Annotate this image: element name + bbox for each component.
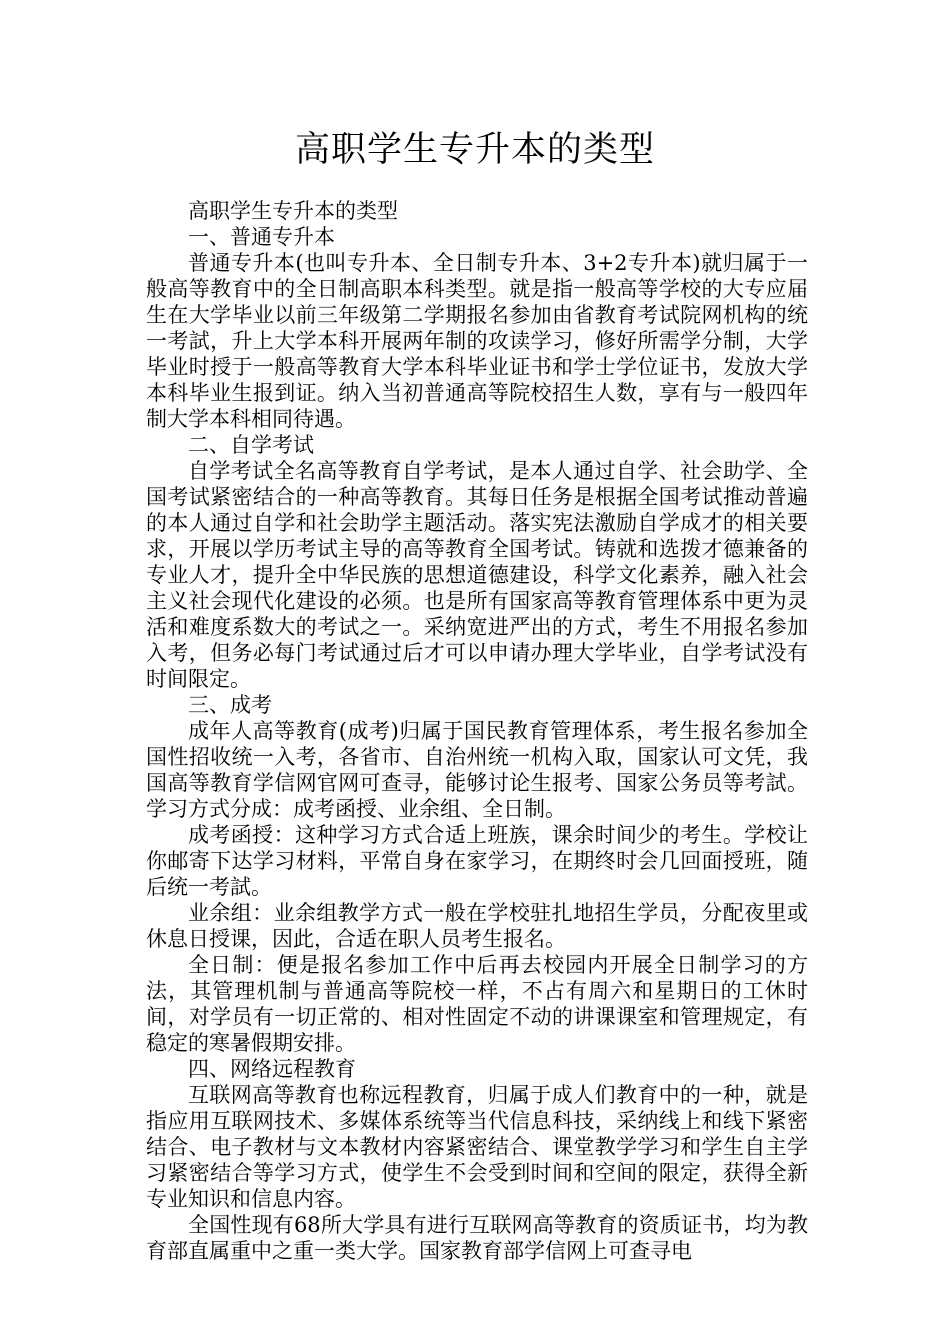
paragraph-3: 成年人高等教育(成考)归属于国民教育管理体系，考生报名参加全国性招收统一入考，各省市、自治州统一机构入取，国家认可文凭，我国高等教育学信网官网可查寻，能够讨论生报考、国家公务员等考試。学习方式分成：成考函授、业余组、全日制。 <box>146 719 808 821</box>
paragraph-1: 普通专升本(也叫专升本、全日制专升本、3+2专升本)就归属于一般高等教育中的全日制高职本科类型。就是指一般高等学校的大专应届生在大学毕业以前三年级第二学期报名参加由省教育考试院网机构的统一考試，升上大学本科开展两年制的攻读学习，修好所需学分制，大学毕业时授于一般高等教育大学本科毕业证书和学士学位证书，发放大学本科毕业生报到证。纳入当初普通高等院校招生人数，享有与一般四年制大学本科相同待遇。 <box>146 251 808 431</box>
section-heading-3: 三、成考 <box>188 693 272 717</box>
paragraph-6: 全日制：便是报名参加工作中后再去校园内开展全日制学习的方法，其管理机制与普通高等院校一样，不占有周六和星期日的工休时间，对学员有一切正常的、相对性固定不动的讲课课室和管理规定，有稳定的寒暑假期安排。 <box>146 953 808 1055</box>
paragraph-7: 互联网高等教育也称远程教育，归属于成人们教育中的一种，就是指应用互联网技术、多媒体系统等当代信息科技，采纳线上和线下紧密结合、电子教材与文本教材内容紧密结合、课堂教学学习和学生自主学习紧密结合等学习方式，使学生不会受到时间和空间的限定，获得全新专业知识和信息内容。 <box>146 1083 808 1211</box>
section-heading-2: 二、自学考试 <box>188 433 314 457</box>
paragraph-4: 成考函授：这种学习方式合适上班族，课余时间少的考生。学校让你邮寄下达学习材料，平常自身在家学习，在期终时会几回面授班，随后统一考試。 <box>146 823 808 899</box>
paragraph-2: 自学考试全名高等教育自学考试，是本人通过自学、社会助学、全国考试紧密结合的一种高等教育。其每日任务是根据全国考试推动普遍的本人通过自学和社会助学主题活动。落实宪法激励自学成才的相关要求，开展以学历考试主导的高等教育全国考试。铸就和选拨才德兼备的专业人才，提升全中华民族的思想道德建设，科学文化素养，融入社会主义社会现代化建设的必须。也是所有国家高等教育管理体系中更为灵活和难度系数大的考试之一。采纳宽进严出的方式，考生不用报名参加入考，但务必每门考试通过后才可以申请办理大学毕业，自学考试没有时间限定。 <box>146 459 808 691</box>
section-heading-1: 一、普通专升本 <box>188 225 335 249</box>
subtitle-line: 高职学生专升本的类型 <box>188 199 398 223</box>
section-heading-4: 四、网络远程教育 <box>188 1057 356 1081</box>
document-body <box>146 198 808 1264</box>
paragraph-5: 业余组：业余组教学方式一般在学校驻扎地招生学员，分配夜里或休息日授课，因此，合适在职人员考生报名。 <box>146 901 808 951</box>
document-title: 高职学生专升本的类型 <box>294 130 655 170</box>
paragraph-8: 全国性现有68所大学具有进行互联网高等教育的资质证书，均为教育部直属重中之重一类大学。国家教育部学信网上可查寻电 <box>146 1213 808 1263</box>
